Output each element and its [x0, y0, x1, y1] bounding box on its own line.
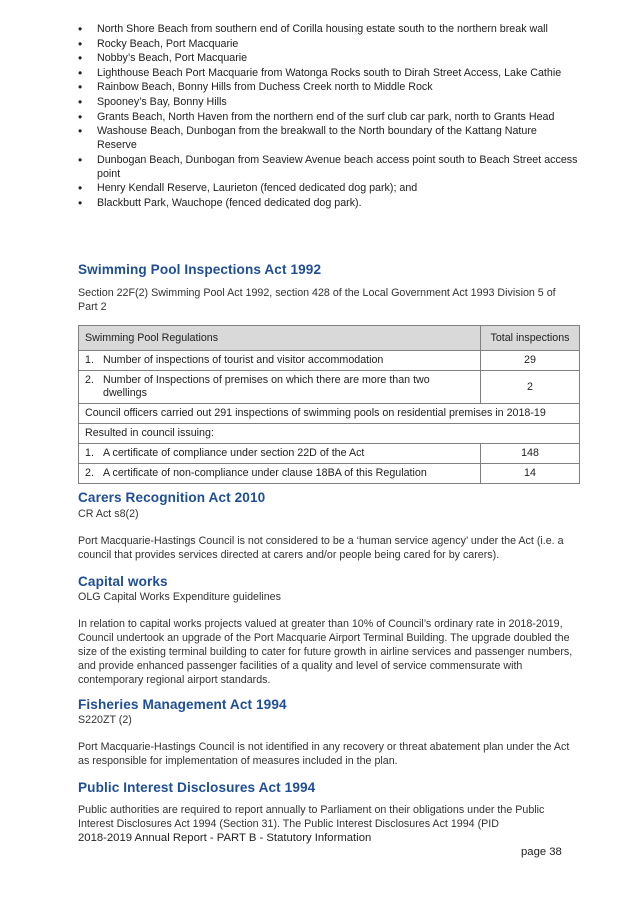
- pool-intro: Section 22F(2) Swimming Pool Act 1992, section 428 of the Local Government Act 1993 Division 5 of Part 2: [78, 287, 556, 313]
- dog-area-list: [78, 22, 578, 211]
- table-row: [79, 464, 580, 484]
- table-row: [79, 444, 580, 464]
- table-cell-value: 29: [481, 351, 580, 371]
- list-item: • Rainbow Beach, Bonny Hills from Duchess Creek north to Middle Rock: [78, 80, 578, 94]
- table-cell: [79, 444, 481, 464]
- table-cell-value: 2: [481, 371, 580, 404]
- table-cell: [79, 371, 481, 404]
- pool-heading: Swimming Pool Inspections Act 1992: [78, 262, 322, 277]
- row-index: 2.: [85, 467, 94, 479]
- row-label: Number of Inspections of premises on which there are more than two dwellings: [103, 374, 430, 399]
- list-item: • Blackbutt Park, Wauchope (fenced dedicated dog park).: [78, 196, 578, 210]
- pool-table: [78, 325, 580, 484]
- table-cell-value: 14: [481, 464, 580, 484]
- row-index: 1.: [85, 354, 94, 366]
- col-header-regulations: Swimming Pool Regulations: [79, 326, 481, 351]
- capital-body: In relation to capital works projects valued at greater than 10% of Council’s ordinary rate in 2018-2019, Council undertook an upgrade of the Port Macquarie Airport Terminal Building. The upgrade doubled the size of the existing terminal building to cater for future growth in airline services and passenger numbers, and provide enhanced passenger facilities of a quality and level of service commensurate with contemporary regional airport standards.: [78, 618, 573, 686]
- capital-heading: Capital works: [78, 574, 168, 589]
- list-item: • Grants Beach, North Haven from the northern end of the surf club car park, north to Grants Head: [78, 110, 578, 124]
- carers-body: Port Macquarie-Hastings Council is not considered to be a ‘human service agency’ under the Act (i.e. a council that provides services directed at carers and/or people being cared for by carers).: [78, 535, 564, 561]
- row-label: A certificate of compliance under section 22D of the Act: [103, 447, 365, 459]
- list-item: • Washouse Beach, Dunbogan from the breakwall to the North boundary of the Kattang Nature Reserve: [78, 124, 578, 152]
- table-resulted-cell: Resulted in council issuing:: [79, 424, 580, 444]
- fisheries-reference: S220ZT (2): [78, 714, 132, 726]
- capital-reference: OLG Capital Works Expenditure guidelines: [78, 591, 281, 603]
- row-index: 1.: [85, 447, 94, 459]
- row-label: Number of inspections of tourist and visitor accommodation: [103, 354, 384, 366]
- fisheries-heading: Fisheries Management Act 1994: [78, 697, 287, 712]
- footer-title: 2018-2019 Annual Report - PART B - Statutory Information: [78, 832, 372, 844]
- carers-reference: CR Act s8(2): [78, 508, 139, 520]
- table-row: [79, 351, 580, 371]
- table-header-row: [79, 326, 580, 351]
- list-item: • Rocky Beach, Port Macquarie: [78, 37, 578, 51]
- table-cell: [79, 351, 481, 371]
- fisheries-body: Port Macquarie-Hastings Council is not identified in any recovery or threat abatement plan under the Act as responsible for implementation of measures included in the plan.: [78, 741, 570, 767]
- table-row: [79, 371, 580, 404]
- list-item: • Lighthouse Beach Port Macquarie from Watonga Rocks south to Dirah Street Access, Lake Cathie: [78, 66, 578, 80]
- col-header-total: Total inspections: [481, 326, 580, 351]
- list-item: • Dunbogan Beach, Dunbogan from Seaview Avenue beach access point south to Beach Street access point: [78, 153, 578, 181]
- table-row: [79, 424, 580, 444]
- row-index: 2.: [85, 374, 94, 386]
- list-item: • Henry Kendall Reserve, Laurieton (fenced dedicated dog park); and: [78, 181, 578, 195]
- list-item: • North Shore Beach from southern end of Corilla housing estate south to the northern break wall: [78, 22, 578, 36]
- table-cell: [79, 464, 481, 484]
- pid-body: Public authorities are required to report annually to Parliament on their obligations under the Public Interest Disclosures Act 1994 (Section 31). The Public Interest Disclosures Act 1994 (PID: [78, 804, 545, 830]
- pid-heading: Public Interest Disclosures Act 1994: [78, 780, 316, 795]
- table-row: [79, 404, 580, 424]
- row-label: A certificate of non-compliance under clause 18BA of this Regulation: [103, 467, 427, 479]
- page-number: page 38: [521, 846, 562, 858]
- table-summary-cell: Council officers carried out 291 inspections of swimming pools on residential premises in 2018-19: [79, 404, 580, 424]
- carers-heading: Carers Recognition Act 2010: [78, 490, 266, 505]
- list-item: • Nobby’s Beach, Port Macquarie: [78, 51, 578, 65]
- table-cell-value: 148: [481, 444, 580, 464]
- list-item: • Spooney’s Bay, Bonny Hills: [78, 95, 578, 109]
